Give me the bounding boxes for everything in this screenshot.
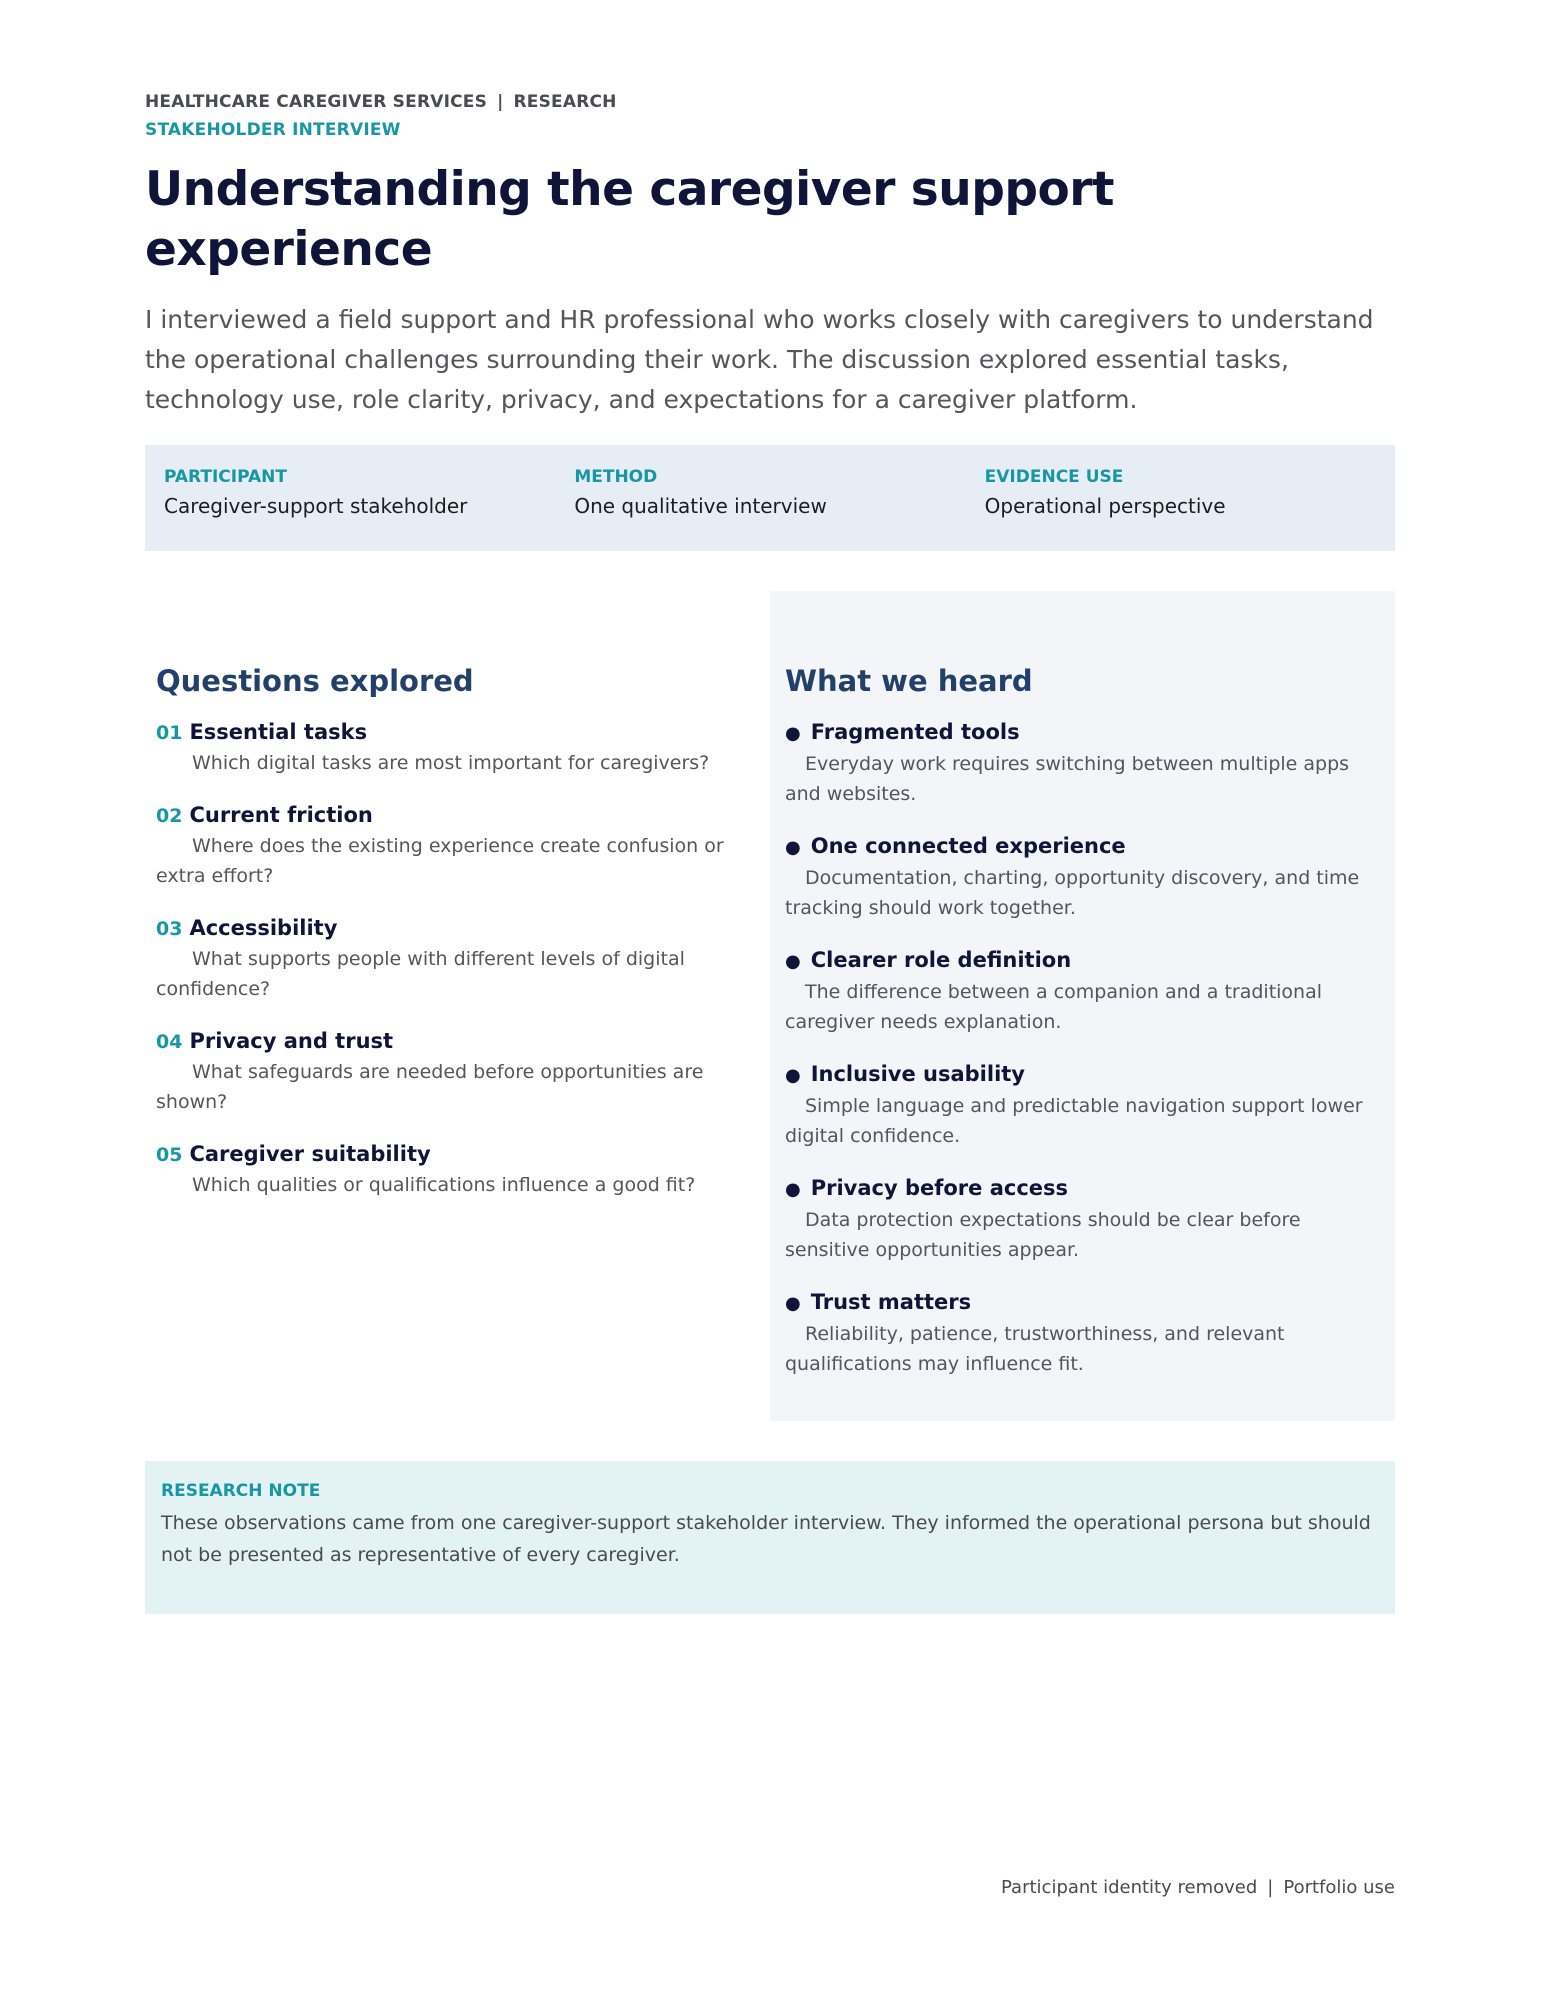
question-body: Which qualities or qualifications influence a good fit? [192,1174,696,1196]
question-title: Privacy and trust [189,1029,394,1053]
bullet-icon: ● [785,723,801,744]
findings-heading: What we heard [785,664,1033,698]
footer-left: Participant identity removed [1001,1877,1258,1898]
meta-label: METHOD [574,467,658,487]
question-item [156,913,766,1004]
question-body: What supports people with different levels of digital confidence? [156,948,685,1000]
section-label: RESEARCH [513,92,617,112]
finding-title: Clearer role definition [810,948,1072,972]
finding-body: Simple language and predictable navigation support lower digital confidence. [785,1095,1363,1147]
question-item [156,800,766,891]
finding-item [785,945,1380,1037]
kicker: STAKEHOLDER INTERVIEW [145,120,401,140]
question-item [156,717,766,778]
research-note [145,1461,1395,1614]
question-title: Current friction [189,803,373,827]
meta-value: One qualitative interview [574,494,827,518]
finding-body: Everyday work requires switching between multiple apps and websites. [785,753,1350,805]
questions-column [156,661,766,1222]
intro-paragraph: I interviewed a field support and HR professional who works closely with caregivers to understand the operational challenges surrounding their work. The discussion explored essential tasks, technology use, role clarity, privacy, and expectations for a caregiver platform. [145,305,1374,414]
question-title: Caregiver suitability [189,1142,431,1166]
research-note-label: RESEARCH NOTE [161,1481,321,1501]
question-number: 05 [156,1144,183,1166]
meta-participant [164,465,574,551]
bullet-icon: ● [785,1065,801,1086]
question-item [156,1026,766,1117]
finding-body: The difference between a companion and a traditional caregiver needs explanation. [785,981,1323,1033]
finding-title: Inclusive usability [810,1062,1025,1086]
page-title: Understanding the caregiver support experience [145,162,1114,277]
eyebrow-separator: | [497,92,504,112]
finding-item [785,717,1380,809]
findings-list [785,717,1380,1379]
question-number: 02 [156,805,183,827]
bullet-icon: ● [785,1179,801,1200]
finding-title: Fragmented tools [810,720,1020,744]
page-footer [1001,1875,1395,1901]
question-item [156,1139,766,1200]
finding-body: Documentation, charting, opportunity discovery, and time tracking should work together. [785,867,1360,919]
question-number: 04 [156,1031,183,1053]
finding-item [785,831,1380,923]
bullet-icon: ● [785,837,801,858]
findings-panel [770,591,1395,1421]
two-column-section [145,591,1395,1421]
finding-title: Privacy before access [810,1176,1069,1200]
document-page [145,90,1395,1614]
research-note-body: These observations came from one caregiver-support stakeholder interview. They informed the operational persona but should not be presented as representative of every caregiver. [161,1512,1371,1566]
meta-panel [145,445,1395,551]
meta-method [574,465,984,551]
meta-value: Caregiver-support stakeholder [164,494,468,518]
finding-title: Trust matters [810,1290,972,1314]
question-title: Accessibility [189,916,338,940]
meta-value: Operational perspective [984,494,1226,518]
questions-list [156,717,766,1200]
finding-body: Data protection expectations should be clear before sensitive opportunities appear. [785,1209,1301,1261]
finding-item [785,1287,1380,1379]
question-body: Which digital tasks are most important for caregivers? [192,752,710,774]
meta-label: PARTICIPANT [164,467,287,487]
question-body: What safeguards are needed before opportunities are shown? [156,1061,704,1113]
footer-right: Portfolio use [1283,1877,1395,1898]
meta-label: EVIDENCE USE [984,467,1124,487]
question-number: 03 [156,918,183,940]
finding-title: One connected experience [810,834,1126,858]
questions-heading: Questions explored [156,664,474,698]
question-title: Essential tasks [189,720,368,744]
finding-body: Reliability, patience, trustworthiness, and relevant qualifications may influence fit. [785,1323,1285,1375]
question-body: Where does the existing experience create confusion or extra effort? [156,835,724,887]
bullet-icon: ● [785,1293,801,1314]
eyebrow [145,90,1395,114]
finding-item [785,1059,1380,1151]
question-number: 01 [156,722,183,744]
footer-separator: | [1267,1877,1274,1898]
finding-item [785,1173,1380,1265]
bullet-icon: ● [785,951,801,972]
org-label: HEALTHCARE CAREGIVER SERVICES [145,92,488,112]
findings-column [785,661,1380,1401]
meta-evidence [985,465,1395,551]
